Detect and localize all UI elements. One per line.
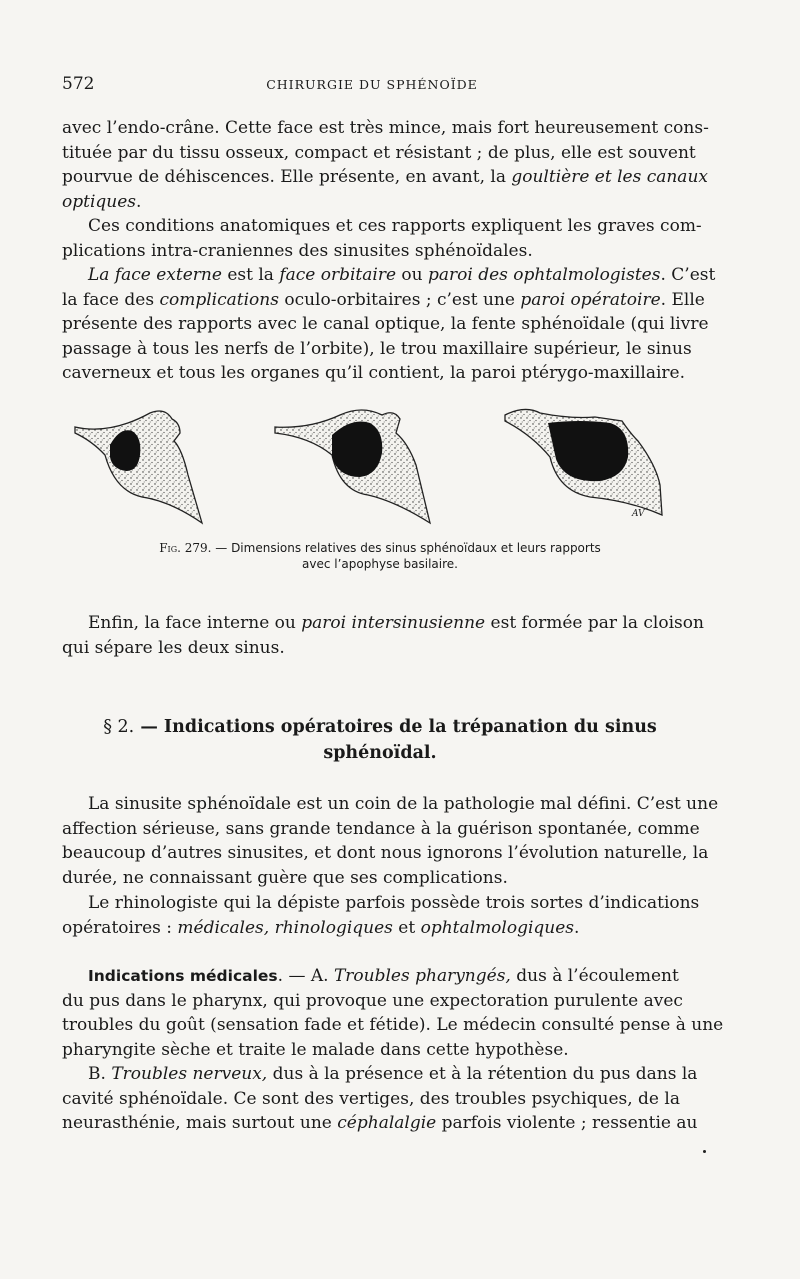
- italic-term: paroi intersinusienne: [301, 613, 486, 633]
- text-line: avec l’endo-crâne. Cette face est très mince, mais fort heureusement cons-: [62, 118, 709, 138]
- print-speck: [703, 1150, 706, 1153]
- figure-sinus-illustration: [70, 405, 690, 530]
- text-run: oculo-orbitaires ; c’est une: [278, 289, 521, 310]
- text-run: Enfin, la face interne ou: [88, 613, 302, 633]
- sinus-drawing-large: [505, 409, 662, 515]
- text-run: neurasthénie, mais surtout une: [62, 1113, 338, 1133]
- text-line: [62, 165, 708, 190]
- text-run: pourvue de déhiscences. Elle présente, en avant, la: [62, 167, 512, 187]
- italic-term: Troubles pharyngés,: [333, 966, 511, 986]
- figure-caption: [100, 540, 660, 572]
- text-run: dus à la présence et à la rétention du pus dans la: [267, 1064, 698, 1084]
- text-line: [62, 263, 716, 288]
- text-line: plications intra-craniennes des sinusites sphénoïdales.: [62, 240, 533, 261]
- text-run: la face des: [62, 289, 160, 310]
- text-line: Le rhinologiste qui la dépiste parfois possède trois sortes d’indications: [88, 893, 700, 913]
- italic-term: médicales, rhinologiques: [177, 917, 393, 938]
- text-run: ou: [396, 265, 429, 285]
- text-line: cavité sphénoïdale. Ce sont des vertiges, des troubles psychiques, de la: [62, 1088, 680, 1109]
- paragraph-rhinologiste: [62, 891, 700, 940]
- italic-term: optiques: [62, 191, 137, 212]
- text-run: B.: [88, 1064, 112, 1084]
- text-line: [62, 1062, 698, 1087]
- text-run: parfois violente ; ressentie au: [436, 1113, 698, 1133]
- text-run: . Elle: [660, 289, 705, 310]
- text-line: affection sérieuse, sans grande tendance à la guérison spontanée, comme: [62, 818, 700, 839]
- text-run: et: [392, 917, 421, 938]
- paragraph-face-externe: [62, 263, 716, 386]
- paragraph-conditions: [62, 214, 702, 263]
- text-line: présente des rapports avec le canal optique, la fente sphénoïdale (qui livre: [62, 314, 709, 334]
- text-line: durée, ne connaissant guère que ses complications.: [62, 867, 508, 888]
- page-number: 572: [62, 74, 95, 94]
- text-line: troubles du goût (sensation fade et fétide). Le médecin consulté pense à une: [62, 1015, 724, 1035]
- figure-label: Fig. 279.: [159, 541, 212, 555]
- text-line: [62, 964, 678, 989]
- italic-term: complications: [159, 289, 279, 310]
- text-run: est formée par la cloison: [485, 613, 704, 633]
- section-title: sphénoïdal.: [323, 743, 437, 763]
- sinus-drawing-small: [75, 411, 202, 523]
- text-run: est la: [221, 265, 280, 285]
- text-run: . C’est: [660, 265, 716, 285]
- text-line: beaucoup d’autres sinusites, et dont nous ignorons l’évolution naturelle, la: [62, 843, 709, 863]
- italic-term: paroi des ophtalmologistes: [428, 265, 661, 285]
- section-number: § 2.: [103, 717, 135, 737]
- text-line: caverneux et tous les organes qu’il contient, la paroi ptérygo-maxillaire.: [62, 363, 685, 383]
- italic-term: paroi opératoire: [520, 289, 661, 310]
- italic-term: ophtalmologiques: [420, 917, 575, 938]
- illustrator-signature: AV: [632, 509, 645, 519]
- italic-term: face orbitaire: [279, 265, 397, 285]
- section-heading: [80, 714, 680, 766]
- text-line: du pus dans le pharynx, qui provoque une expectoration purulente avec: [62, 990, 683, 1011]
- running-title: CHIRURGIE DU SPHÉNOÏDE: [266, 77, 478, 92]
- text-line: [62, 288, 705, 313]
- text-line: [62, 1111, 698, 1136]
- paragraph-indications-medicales: [62, 964, 724, 1062]
- running-head: [62, 74, 682, 96]
- text-line: tituée par du tissu osseux, compact et résistant ; de plus, elle est souvent: [62, 142, 696, 163]
- text-line: Ces conditions anatomiques et ces rapports expliquent les graves com-: [88, 216, 702, 236]
- text-line: [62, 611, 704, 636]
- paragraph-face-interne: [62, 611, 704, 660]
- section-title: — Indications opératoires de la trépanation du sinus: [134, 717, 657, 737]
- text-run: opératoires :: [62, 917, 178, 938]
- paragraph-troubles-nerveux: [62, 1062, 698, 1136]
- italic-term: Troubles nerveux,: [111, 1064, 268, 1084]
- text-run: . — A.: [277, 966, 334, 986]
- text-line: [62, 916, 678, 941]
- sinus-drawing-medium: [275, 410, 430, 523]
- paragraph-endocrane: [62, 116, 709, 214]
- paragraph-sinusite: [62, 792, 719, 890]
- text-run: .: [574, 917, 580, 938]
- italic-term: céphalalgie: [337, 1113, 437, 1133]
- italic-term: goultière et les canaux: [511, 167, 708, 187]
- caption-text: — Dimensions relatives des sinus sphénoïdaux et leurs rapports: [211, 541, 601, 555]
- sinus-drawings: [70, 405, 690, 530]
- text-line: qui sépare les deux sinus.: [62, 637, 285, 658]
- text-line: La sinusite sphénoïdale est un coin de la pathologie mal défini. C’est une: [88, 794, 719, 814]
- text-line: passage à tous les nerfs de l’orbite), le trou maxillaire supérieur, le sinus: [62, 338, 692, 359]
- text-line: [62, 190, 678, 215]
- text-run: dus à l’écoulement: [510, 966, 679, 986]
- run-in-heading: Indications médicales: [88, 967, 278, 985]
- text-run: .: [136, 191, 142, 212]
- caption-text: avec l’apophyse basilaire.: [302, 557, 458, 571]
- italic-term: La face externe: [88, 265, 222, 285]
- text-line: pharyngite sèche et traite le malade dans cette hypothèse.: [62, 1039, 569, 1060]
